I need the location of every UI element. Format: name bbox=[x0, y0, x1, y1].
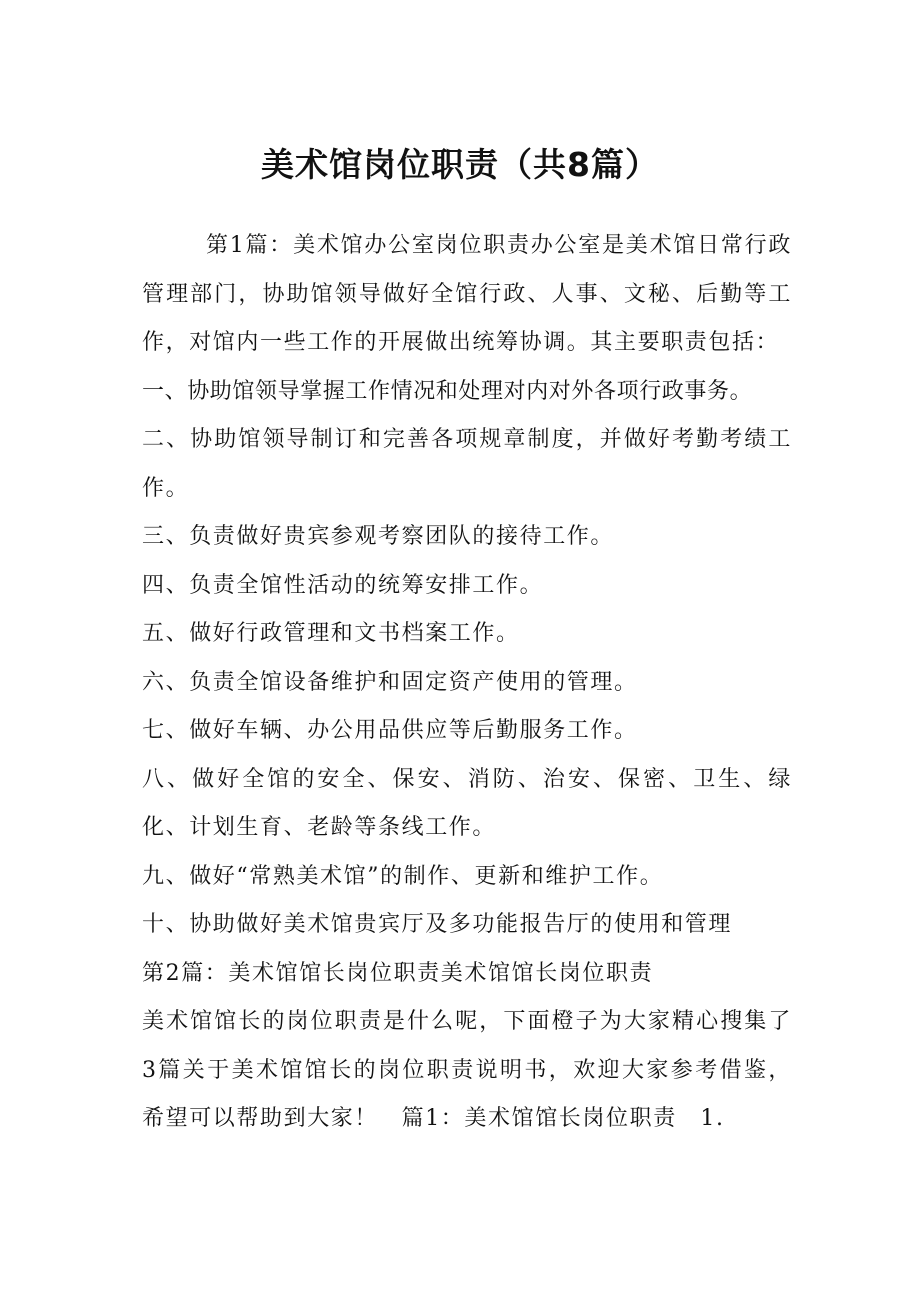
paragraph-duty-10: 十、协助做好美术馆贵宾厅及多功能报告厅的使用和管理 bbox=[142, 912, 733, 937]
document-body bbox=[142, 222, 792, 1144]
paragraph-duty-9: 九、做好“常熟美术馆”的制作、更新和维护工作。 bbox=[142, 863, 664, 889]
paragraph-section-2-heading: 第2篇：美术馆馆长岗位职责美术馆馆长岗位职责 bbox=[142, 960, 654, 986]
paragraph-duty-7: 七、做好车辆、办公用品供应等后勤服务工作。 bbox=[142, 718, 638, 743]
paragraph-section-2-body: 美术馆馆长的岗位职责是什么呢，下面橙子为大家精心搜集了3篇关于美术馆馆长的岗位职责说明书，欢迎大家参考借鉴，希望可以帮助到大家！ 篇1：美术馆馆长岗位职责 1. bbox=[142, 1009, 792, 1131]
paragraph-duty-4: 四、负责全馆性活动的统筹安排工作。 bbox=[142, 572, 544, 598]
paragraph-duty-3: 三、负责做好贵宾参观考察团队的接待工作。 bbox=[142, 524, 615, 549]
paragraph-duty-1: 一、协助馆领导掌握工作情况和处理对内对外各项行政事务。 bbox=[142, 378, 753, 404]
paragraph-duty-6: 六、负责全馆设备维护和固定资产使用的管理。 bbox=[142, 669, 638, 695]
paragraph-intro: 第1篇：美术馆办公室岗位职责办公室是美术馆日常行政管理部门，协助馆领导做好全馆行政、人事、文秘、后勤等工作，对馆内一些工作的开展做出统筹协调。其主要职责包括： bbox=[142, 233, 792, 355]
paragraph-duty-5: 五、做好行政管理和文书档案工作。 bbox=[142, 621, 520, 646]
document-title: 美术馆岗位职责（共8篇） bbox=[261, 145, 659, 184]
paragraph-duty-8: 八、做好全馆的安全、保安、消防、治安、保密、卫生、绿化、计划生育、老龄等条线工作。 bbox=[142, 766, 792, 840]
paragraph-duty-2: 二、协助馆领导制订和完善各项规章制度，并做好考勤考绩工作。 bbox=[142, 427, 792, 501]
